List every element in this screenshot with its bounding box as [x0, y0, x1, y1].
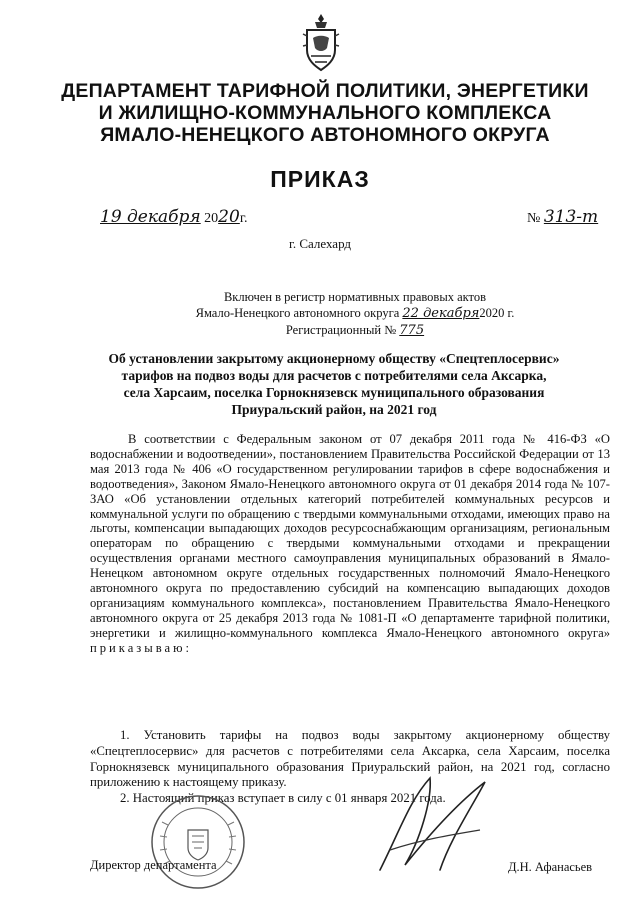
title-line-4: Приуральский район, на 2021 год: [231, 402, 437, 417]
order-word: приказываю:: [90, 640, 193, 655]
registry-line-2: [150, 305, 560, 322]
number-prefix: №: [527, 211, 541, 226]
preamble-paragraph: [90, 432, 610, 656]
date-handwritten: 19 декабря: [100, 207, 201, 227]
header-line-1: ДЕПАРТАМЕНТ ТАРИФНОЙ ПОЛИТИКИ, ЭНЕРГЕТИКИ: [61, 80, 589, 102]
department-header: [60, 80, 590, 146]
registry-note: [150, 289, 560, 339]
signatory-position: Директор департамента: [90, 858, 217, 872]
registry-number-label: Регистрационный №: [285, 323, 397, 337]
registry-line-1: Включен в регистр нормативных правовых актов: [223, 290, 487, 304]
city-line: г. Салехард: [288, 236, 352, 251]
order-title: [100, 350, 568, 418]
registry-date-handwritten: 22 декабря: [402, 306, 480, 321]
date-suffix: г.: [239, 211, 248, 226]
title-line-1: Об установлении закрытому акционерному обществу «Спецтеплосервис»: [108, 351, 560, 366]
coat-of-arms-icon: [301, 12, 341, 74]
registry-year: 2020 г.: [479, 306, 515, 320]
number-handwritten: 313-т: [543, 207, 599, 227]
header-line-2: И ЖИЛИЩНО-КОММУНАЛЬНОГО КОМПЛЕКСА: [98, 102, 552, 124]
preamble: [90, 432, 610, 656]
signature-mark: [360, 770, 500, 880]
date-year-handwritten: 20: [218, 207, 240, 227]
header-line-3: ЯМАЛО-НЕНЕЦКОГО АВТОНОМНОГО ОКРУГА: [100, 124, 550, 146]
preamble-text: В соответствии с Федеральным законом от 07 декабря 2011 года № 416-ФЗ «О водоснабжении и водоотведении», постановлением Правительства Российской Федерации от 13 мая 2013 года № 406 «О государственном регулировании тарифов в сфере водоснабжения и водоотведения», Законом Ямало-Ненецкого автономного округа от 01 декабря 2014 года № 107-ЗАО «Об установлении отдельных категорий потребителей коммунальных ресурсов и коммунальной услуги по обращению с твердыми коммунальными отходами, имеющих право на льготы, компенсации выпадающих доходов ресурсоснабжающим организациям, региональным операторам по обращению с твердыми коммунальными отходами и прекращении осуществления органами местного самоуправления муниципальных образований в Ямало-Ненецком автономном округе отдельных государственных полномочий Ямало-Ненецкого автономного округа по предоставлению субсидий на компенсацию выпадающих доходов организациям коммунального комплекса», постановлением Правительства Ямало-Ненецкого автономного округа от 25 декабря 2013 года № 1081-П «О департаменте тарифной политики, энергетики и жилищно-коммунального комплекса Ямало-Ненецкого автономного округа»: [90, 432, 610, 640]
registry-line-3: [150, 322, 560, 339]
official-seal-icon: [148, 792, 248, 892]
document-type: ПРИКАЗ: [270, 166, 370, 192]
title-line-2: тарифов на подвоз воды для расчетов с потребителями села Аксарка,: [121, 368, 547, 383]
order-number: [527, 207, 598, 227]
title-line-3: села Харсаим, поселка Горнокнязевск муниципального образования: [123, 385, 545, 400]
order-item-2: 2. Настоящий приказ вступает в силу с 01 января 2021 года.: [120, 791, 446, 806]
date-year-prefix: 20: [204, 211, 219, 226]
order-item-1: 1. Установить тарифы на подвоз воды закрытому акционерному обществу «Спецтеплосервис» для расчетов с потребителями села Аксарка, села Харсаим, поселка Горнокнязевск муниципального образования Приуральский район, на 2021 год, согласно приложению к настоящему приказу.: [90, 728, 610, 790]
registry-number-handwritten: 775: [399, 323, 425, 338]
signatory-name: Д.Н. Афанасьев: [508, 860, 593, 874]
order-date: [100, 207, 247, 227]
registry-line-2-text: Ямало-Ненецкого автономного округа: [195, 306, 400, 320]
